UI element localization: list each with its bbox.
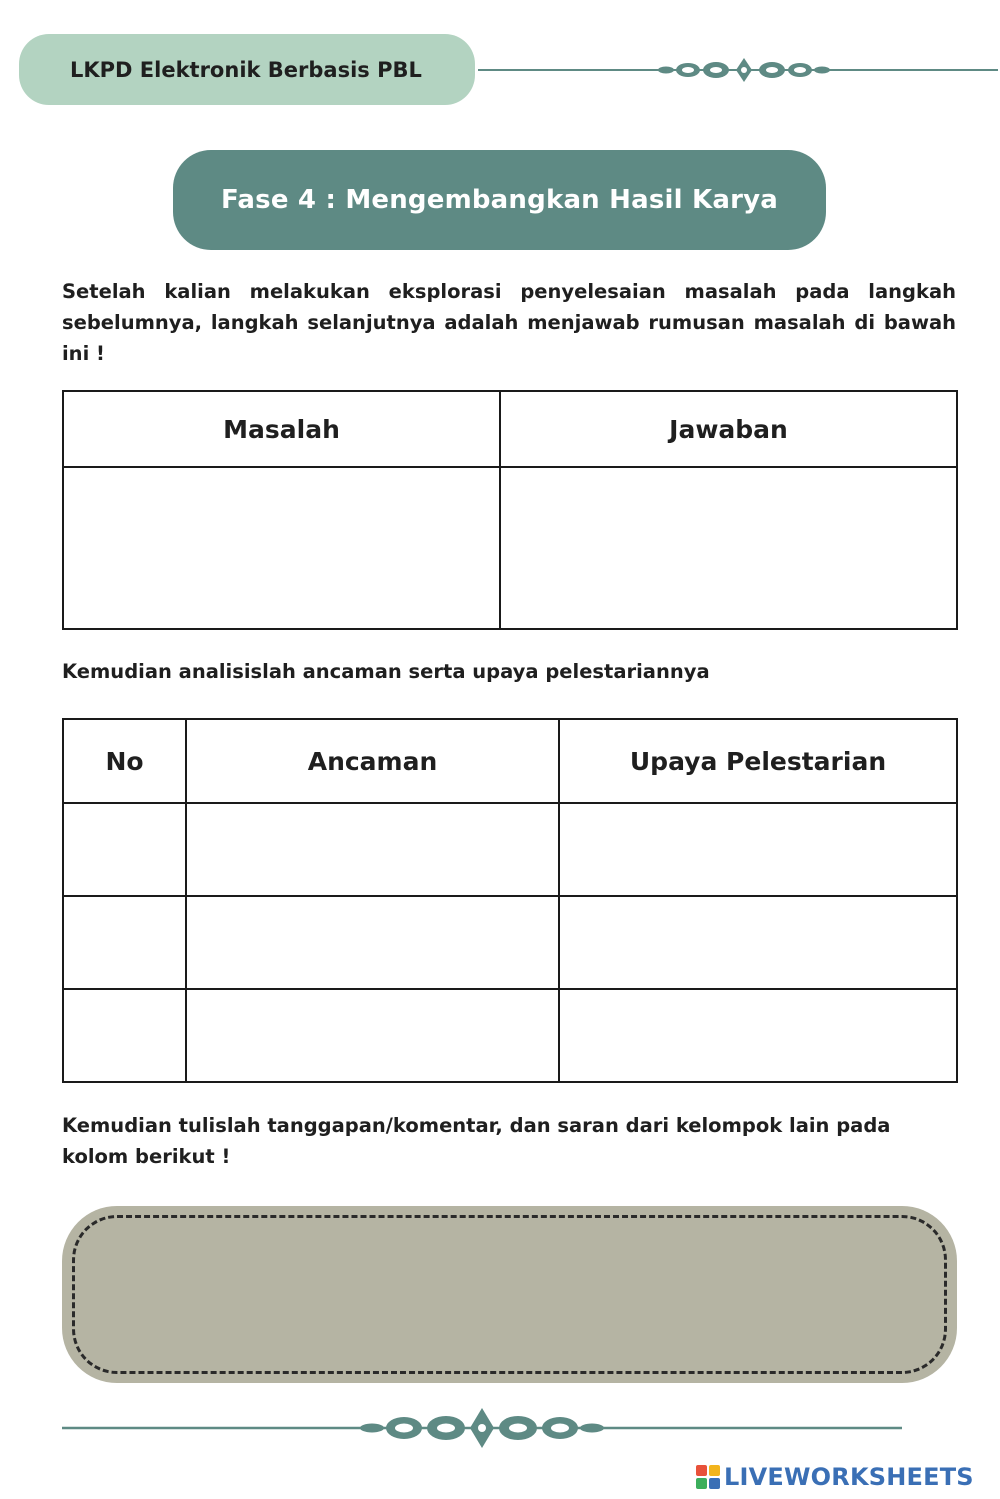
brand-name: LIVEWORKSHEETS bbox=[724, 1463, 974, 1491]
liveworksheets-logo-icon bbox=[696, 1465, 720, 1489]
ancaman-cell[interactable] bbox=[186, 896, 559, 989]
problem-answer-table bbox=[62, 390, 958, 630]
table-row bbox=[63, 803, 957, 896]
upaya-cell[interactable] bbox=[559, 803, 957, 896]
masalah-cell[interactable] bbox=[63, 467, 500, 629]
no-cell[interactable] bbox=[63, 896, 186, 989]
intro-instruction: Setelah kalian melakukan eksplorasi penyelesaian masalah pada langkah sebelumnya, langkah selanjutnya adalah menjawab rumusan masalah di bawah ini ! bbox=[62, 280, 956, 365]
header-upaya-pelestarian: Upaya Pelestarian bbox=[559, 719, 957, 803]
ancaman-cell[interactable] bbox=[186, 989, 559, 1082]
threat-conservation-table bbox=[62, 718, 958, 1083]
upaya-cell[interactable] bbox=[559, 896, 957, 989]
worksheet-header-title: LKPD Elektronik Berbasis PBL bbox=[70, 57, 422, 82]
header-no: No bbox=[63, 719, 186, 803]
ancaman-cell[interactable] bbox=[186, 803, 559, 896]
threat-instruction: Kemudian analisislah ancaman serta upaya pelestariannya bbox=[62, 660, 710, 683]
phase-banner bbox=[173, 150, 826, 250]
worksheet-header bbox=[19, 34, 475, 105]
header-ancaman: Ancaman bbox=[186, 719, 559, 803]
comment-box[interactable] bbox=[62, 1206, 957, 1383]
jawaban-cell[interactable] bbox=[500, 467, 957, 629]
comment-instruction: Kemudian tulislah tanggapan/komentar, dan saran dari kelompok lain pada kolom berikut ! bbox=[62, 1114, 891, 1168]
comment-dashed-border bbox=[72, 1215, 947, 1374]
phase-title: Fase 4 : Mengembangkan Hasil Karya bbox=[220, 185, 779, 215]
upaya-cell[interactable] bbox=[559, 989, 957, 1082]
table-row bbox=[63, 989, 957, 1082]
header-jawaban: Jawaban bbox=[500, 391, 957, 467]
liveworksheets-brand bbox=[696, 1462, 974, 1492]
bottom-ornament-divider bbox=[62, 1400, 902, 1460]
top-ornament-divider bbox=[478, 50, 998, 90]
no-cell[interactable] bbox=[63, 989, 186, 1082]
table-row bbox=[63, 896, 957, 989]
no-cell[interactable] bbox=[63, 803, 186, 896]
header-masalah: Masalah bbox=[63, 391, 500, 467]
